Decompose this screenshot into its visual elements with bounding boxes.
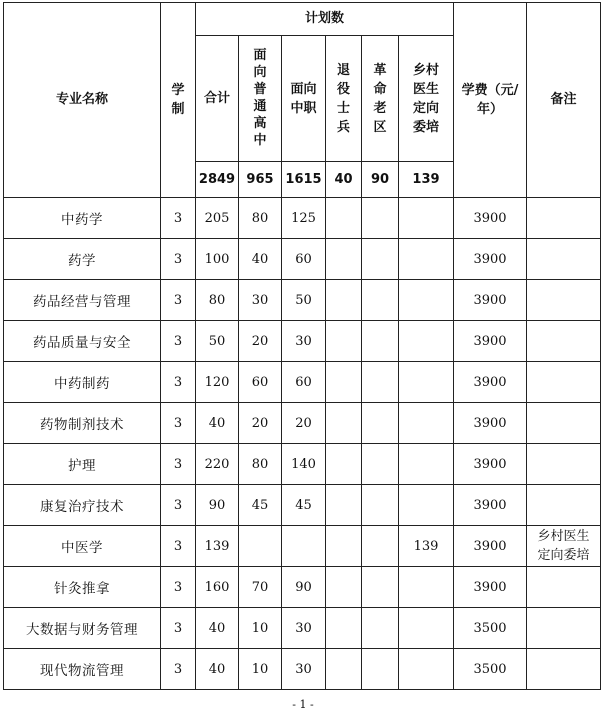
cell-old-revolutionary bbox=[362, 444, 399, 485]
cell-veterans bbox=[326, 485, 362, 526]
total-vocational: 1615 bbox=[282, 162, 326, 198]
cell-rural-doctor bbox=[399, 362, 454, 403]
total-sum: 2849 bbox=[196, 162, 239, 198]
cell-duration: 3 bbox=[161, 649, 196, 690]
table-row bbox=[4, 321, 601, 362]
cell-vocational: 30 bbox=[282, 608, 326, 649]
header-col-total: 合计 bbox=[196, 36, 239, 162]
cell-major-name: 现代物流管理 bbox=[4, 649, 161, 690]
cell-duration: 3 bbox=[161, 239, 196, 280]
cell-veterans bbox=[326, 362, 362, 403]
cell-rural-doctor bbox=[399, 321, 454, 362]
cell-major-name: 中药学 bbox=[4, 198, 161, 239]
header-col-general-high bbox=[239, 36, 282, 162]
cell-general-high: 60 bbox=[239, 362, 282, 403]
cell-total: 160 bbox=[196, 567, 239, 608]
cell-tuition: 3900 bbox=[454, 526, 527, 567]
header-col-general-high-text: 面向普通高中 bbox=[253, 48, 267, 148]
cell-old-revolutionary bbox=[362, 567, 399, 608]
cell-major-name: 药学 bbox=[4, 239, 161, 280]
header-tuition bbox=[454, 3, 527, 198]
cell-vocational: 125 bbox=[282, 198, 326, 239]
total-general-high: 965 bbox=[239, 162, 282, 198]
cell-total: 120 bbox=[196, 362, 239, 403]
cell-tuition: 3900 bbox=[454, 444, 527, 485]
cell-remarks bbox=[527, 198, 601, 239]
cell-vocational: 30 bbox=[282, 649, 326, 690]
cell-duration: 3 bbox=[161, 321, 196, 362]
cell-rural-doctor bbox=[399, 485, 454, 526]
cell-general-high: 10 bbox=[239, 608, 282, 649]
cell-total: 220 bbox=[196, 444, 239, 485]
cell-rural-doctor: 139 bbox=[399, 526, 454, 567]
cell-vocational: 20 bbox=[282, 403, 326, 444]
cell-remarks bbox=[527, 444, 601, 485]
cell-veterans bbox=[326, 403, 362, 444]
table-row bbox=[4, 526, 601, 567]
cell-old-revolutionary bbox=[362, 608, 399, 649]
cell-remarks bbox=[527, 239, 601, 280]
cell-major-name: 针灸推拿 bbox=[4, 567, 161, 608]
remarks-text: 乡村医生定向委培 bbox=[537, 529, 590, 563]
cell-duration: 3 bbox=[161, 526, 196, 567]
cell-major-name: 护理 bbox=[4, 444, 161, 485]
table-row bbox=[4, 280, 601, 321]
header-duration bbox=[161, 3, 196, 198]
cell-tuition: 3900 bbox=[454, 362, 527, 403]
cell-general-high: 70 bbox=[239, 567, 282, 608]
header-tuition-text: 学费（元/年） bbox=[461, 83, 519, 117]
cell-veterans bbox=[326, 608, 362, 649]
cell-rural-doctor bbox=[399, 198, 454, 239]
header-col-veterans-text: 退役士兵 bbox=[337, 62, 351, 135]
cell-vocational bbox=[282, 526, 326, 567]
header-remarks: 备注 bbox=[527, 3, 601, 198]
table-row bbox=[4, 649, 601, 690]
cell-veterans bbox=[326, 239, 362, 280]
cell-major-name: 药物制剂技术 bbox=[4, 403, 161, 444]
cell-vocational: 50 bbox=[282, 280, 326, 321]
table-row bbox=[4, 485, 601, 526]
cell-duration: 3 bbox=[161, 280, 196, 321]
cell-total: 40 bbox=[196, 649, 239, 690]
cell-total: 139 bbox=[196, 526, 239, 567]
cell-duration: 3 bbox=[161, 403, 196, 444]
cell-vocational: 140 bbox=[282, 444, 326, 485]
page-number: - 1 - bbox=[292, 698, 314, 711]
cell-general-high: 45 bbox=[239, 485, 282, 526]
cell-veterans bbox=[326, 567, 362, 608]
cell-veterans bbox=[326, 198, 362, 239]
cell-veterans bbox=[326, 526, 362, 567]
cell-remarks bbox=[527, 321, 601, 362]
cell-total: 90 bbox=[196, 485, 239, 526]
table-row bbox=[4, 198, 601, 239]
cell-remarks bbox=[527, 608, 601, 649]
enrollment-plan-table bbox=[3, 2, 601, 690]
cell-general-high: 80 bbox=[239, 198, 282, 239]
cell-vocational: 90 bbox=[282, 567, 326, 608]
cell-major-name: 中药制药 bbox=[4, 362, 161, 403]
cell-general-high: 20 bbox=[239, 403, 282, 444]
cell-tuition: 3900 bbox=[454, 198, 527, 239]
cell-old-revolutionary bbox=[362, 280, 399, 321]
cell-remarks bbox=[527, 485, 601, 526]
total-rural-doctor: 139 bbox=[399, 162, 454, 198]
cell-rural-doctor bbox=[399, 649, 454, 690]
cell-remarks bbox=[527, 526, 601, 567]
header-col-rural-doctor bbox=[399, 36, 454, 162]
table-row bbox=[4, 239, 601, 280]
total-old-revolutionary: 90 bbox=[362, 162, 399, 198]
cell-general-high bbox=[239, 526, 282, 567]
cell-remarks bbox=[527, 403, 601, 444]
cell-vocational: 60 bbox=[282, 362, 326, 403]
cell-old-revolutionary bbox=[362, 485, 399, 526]
cell-rural-doctor bbox=[399, 403, 454, 444]
cell-tuition: 3900 bbox=[454, 403, 527, 444]
cell-veterans bbox=[326, 280, 362, 321]
cell-remarks bbox=[527, 362, 601, 403]
cell-remarks bbox=[527, 567, 601, 608]
cell-old-revolutionary bbox=[362, 321, 399, 362]
cell-old-revolutionary bbox=[362, 362, 399, 403]
table-row bbox=[4, 444, 601, 485]
cell-duration: 3 bbox=[161, 362, 196, 403]
cell-general-high: 30 bbox=[239, 280, 282, 321]
cell-duration: 3 bbox=[161, 608, 196, 649]
cell-tuition: 3900 bbox=[454, 239, 527, 280]
cell-old-revolutionary bbox=[362, 649, 399, 690]
cell-general-high: 20 bbox=[239, 321, 282, 362]
cell-major-name: 大数据与财务管理 bbox=[4, 608, 161, 649]
header-col-veterans bbox=[326, 36, 362, 162]
cell-major-name: 康复治疗技术 bbox=[4, 485, 161, 526]
cell-total: 205 bbox=[196, 198, 239, 239]
cell-vocational: 30 bbox=[282, 321, 326, 362]
cell-major-name: 药品经营与管理 bbox=[4, 280, 161, 321]
cell-rural-doctor bbox=[399, 280, 454, 321]
cell-vocational: 60 bbox=[282, 239, 326, 280]
cell-veterans bbox=[326, 321, 362, 362]
header-col-vocational-text: 面向中职 bbox=[290, 81, 317, 116]
header-col-vocational bbox=[282, 36, 326, 162]
cell-major-name: 中医学 bbox=[4, 526, 161, 567]
cell-total: 80 bbox=[196, 280, 239, 321]
cell-old-revolutionary bbox=[362, 239, 399, 280]
cell-rural-doctor bbox=[399, 239, 454, 280]
cell-remarks bbox=[527, 649, 601, 690]
cell-veterans bbox=[326, 444, 362, 485]
cell-old-revolutionary bbox=[362, 198, 399, 239]
cell-tuition: 3500 bbox=[454, 608, 527, 649]
header-duration-text: 学制 bbox=[171, 83, 185, 117]
cell-veterans bbox=[326, 649, 362, 690]
table-row bbox=[4, 567, 601, 608]
total-veterans: 40 bbox=[326, 162, 362, 198]
cell-total: 40 bbox=[196, 403, 239, 444]
cell-general-high: 10 bbox=[239, 649, 282, 690]
cell-vocational: 45 bbox=[282, 485, 326, 526]
cell-general-high: 80 bbox=[239, 444, 282, 485]
cell-duration: 3 bbox=[161, 485, 196, 526]
header-col-old-revolutionary bbox=[362, 36, 399, 162]
header-plan-group: 计划数 bbox=[196, 3, 454, 36]
table-row bbox=[4, 608, 601, 649]
cell-total: 100 bbox=[196, 239, 239, 280]
cell-tuition: 3900 bbox=[454, 485, 527, 526]
cell-duration: 3 bbox=[161, 567, 196, 608]
header-col-rural-doctor-text: 乡村医生定向委培 bbox=[413, 62, 440, 135]
cell-tuition: 3900 bbox=[454, 567, 527, 608]
cell-tuition: 3900 bbox=[454, 321, 527, 362]
cell-total: 50 bbox=[196, 321, 239, 362]
cell-duration: 3 bbox=[161, 198, 196, 239]
cell-rural-doctor bbox=[399, 444, 454, 485]
header-major-name: 专业名称 bbox=[4, 3, 161, 198]
cell-total: 40 bbox=[196, 608, 239, 649]
cell-major-name: 药品质量与安全 bbox=[4, 321, 161, 362]
cell-rural-doctor bbox=[399, 567, 454, 608]
cell-tuition: 3900 bbox=[454, 280, 527, 321]
cell-old-revolutionary bbox=[362, 403, 399, 444]
cell-general-high: 40 bbox=[239, 239, 282, 280]
cell-duration: 3 bbox=[161, 444, 196, 485]
cell-tuition: 3500 bbox=[454, 649, 527, 690]
header-row-1 bbox=[4, 3, 601, 36]
cell-remarks bbox=[527, 280, 601, 321]
cell-old-revolutionary bbox=[362, 526, 399, 567]
table-row bbox=[4, 403, 601, 444]
cell-rural-doctor bbox=[399, 608, 454, 649]
header-col-old-revolutionary-text: 革命老区 bbox=[373, 62, 387, 135]
table-row bbox=[4, 362, 601, 403]
